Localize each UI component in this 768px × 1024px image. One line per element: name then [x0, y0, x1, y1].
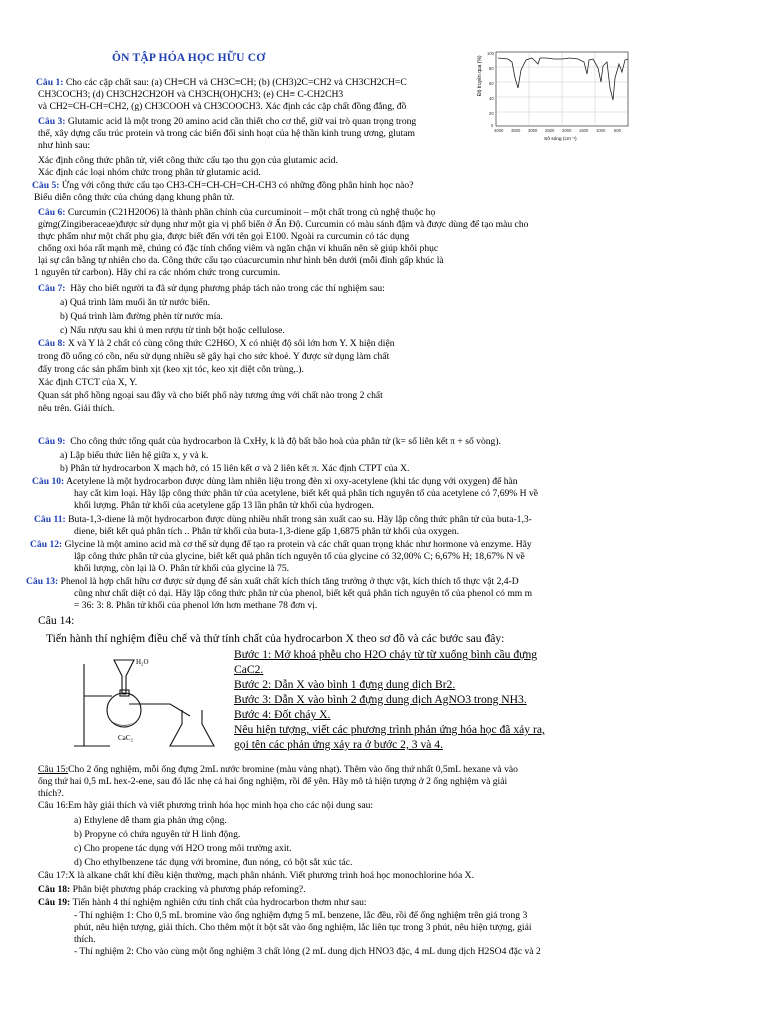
ir-xtick: 1000	[596, 128, 606, 133]
q14-line-1: Tiến hành thí nghiệm điều chế và thử tính chất của hydrocarbon X theo sơ đồ và các bước sau đây:	[46, 632, 505, 645]
apparatus-drawing	[70, 650, 230, 750]
q6-line-2: gừng(Zingiberaceae)được sử dụng như một gia vị phổ biến ở Ấn Độ. Curcumin có màu sánh đậm và được dùng để tạo màu cho	[38, 219, 529, 230]
q13-label: Câu 13:	[26, 576, 59, 587]
q18-label: Câu 18:	[38, 884, 71, 895]
ir-xtick: 1500	[579, 128, 589, 133]
q6-line-6: 1 nguyên tử carbon). Hãy chỉ ra các nhóm chức trong curcumin.	[34, 267, 281, 278]
q6-line-5: lại sự cân bằng tự nhiên cho da. Công thức cấu tạo củacurcumin như hình bên dưới (mỗi đỉnh gấp khúc là	[38, 255, 444, 266]
q14-label: Câu 14:	[38, 614, 75, 627]
dropping-funnel	[114, 660, 134, 694]
ir-xtick: 4000	[494, 128, 504, 133]
ir-spectrum-curve	[498, 58, 628, 100]
q14-step-2: Bước 2: Dẫn X vào bình 1 đựng dung dịch Br2.	[234, 678, 456, 691]
q7-option-a: a) Quá trình làm muối ăn từ nước biển.	[60, 297, 211, 308]
q9-option-a: a) Lập biểu thức liên hệ giữa x, y và k.	[60, 450, 209, 461]
q16-option-c: c) Cho propene tác dụng với H2O trong môi trường axit.	[74, 843, 292, 854]
q19-exp1-line-2: phút, nêu hiện tượng, giải thích. Cho thêm một ít bột sắt vào ống nghiệm, lắc liên tục trong 3 phút, nêu hiện tượng, giải	[74, 922, 532, 933]
q3-line-3: như hình sau:	[38, 140, 91, 151]
q16-line-1: Câu 16:Em hãy giải thích và viết phương trình hóa học minh họa cho các nội dung sau:	[38, 800, 374, 811]
q17-line-1: Câu 17:X là alkane chất khí điều kiện thường, mạch phân nhánh. Viết phương trình hoá học monochlorine hóa X.	[38, 870, 474, 881]
q1-line-1: Câu 1: Cho các cặp chất sau: (a) CH≡CH và CH3C≡CH; (b) (CH3)2C=CH2 và CH3CH2CH=C	[36, 77, 407, 88]
q7-option-c: c) Nấu rượu sau khi ủ men rượu từ tinh bột hoặc cellulose.	[60, 325, 285, 336]
q8-label: Câu 8:	[38, 338, 66, 349]
q16-option-d: d) Cho ethylbenzene tác dụng với bromine, đun nóng, có bột sắt xúc tác.	[74, 857, 353, 868]
q9-option-b: b) Phân tử hydrocarbon X mạch hở, có 15 liên kết σ và 2 liên kết π. Xác định CTPT của X.	[60, 463, 410, 474]
q8-line-6: nêu trên. Giải thích.	[38, 403, 115, 414]
q16-option-b: b) Propyne có chứa nguyên tử H linh động.	[74, 829, 241, 840]
cac2-solid	[110, 720, 138, 726]
q3-line-5: Xác định các loại nhóm chức trong phân tử glutamic acid.	[38, 167, 261, 178]
q14-step-3: Bước 3: Dẫn X vào bình 2 đựng dung dịch AgNO3 trong NH3.	[234, 693, 527, 706]
q12-line-1: Câu 12: Glycine là một amino acid mà cơ thể sử dụng để tạo ra protein và các chất quan trọng khác như hormone và enzyme. Hãy	[30, 539, 532, 550]
q13-line-1: Câu 13: Phenol là hợp chất hữu cơ được sử dụng để sản xuất chất kích thích tăng trưởng ở thực vật, kích thích tố thực vật 2,4-D	[26, 576, 519, 587]
round-bottom-flask	[107, 693, 141, 727]
q15-line-2: ống thứ hai 0,5 mL hex-2-ene, sau đó lắc nhẹ cả hai ống nghiệm, rồi để yên. Hãy mô tả hiện tượng ở 2 ống nghiệm và giải	[38, 776, 508, 787]
q19-exp1-line-3: thích.	[74, 934, 96, 945]
ir-ytick: 0	[491, 123, 494, 128]
q6-line-1: Câu 6: Curcumin (C21H20O6) là thành phần chính của curcuminoit – một chất trong củ nghệ thuộc họ	[38, 207, 436, 218]
q17-label: Câu 17:	[38, 870, 69, 881]
q15-line-1: Câu 15:Cho 2 ống nghiệm, mỗi ống đựng 2mL nước bromine (màu vàng nhạt). Thêm vào ống thứ nhất 0,5mL hexane và vào	[38, 764, 518, 775]
q7-option-b: b) Quá trình làm đường phèn từ nước mía.	[60, 311, 223, 322]
conical-flask	[170, 710, 214, 746]
q8-line-3: đẩy trong các sản phẩm bình xịt (keo xịt tóc, keo xịt diệt côn trùng,.).	[38, 364, 304, 375]
acetylene-apparatus-figure	[70, 650, 230, 750]
q7-line-1: Câu 7: Hãy cho biết người ta đã sử dụng phương pháp tách nào trong các thí nghiệm sau:	[38, 283, 385, 294]
q16-label: Câu 16:	[38, 800, 69, 811]
ir-xtick: 3500	[511, 128, 521, 133]
q14-step-5: Nêu hiện tượng, viết các phương trình phản ứng hóa học đã xảy ra,	[234, 723, 545, 736]
q16-option-a: a) Ethylene dễ tham gia phản ứng cộng.	[74, 815, 227, 826]
q12-line-3: khối lượng, còn lại là O. Phân tử khối của glycine là 75.	[74, 563, 290, 574]
q10-line-3: khối lượng. Phân tử khối của acetylene gấp 13 lần phân tử khối của hydrogen.	[74, 500, 374, 511]
q13-line-3: = 36: 3: 8. Phân tử khối của phenol lớn hơn methane 78 đơn vị.	[74, 600, 318, 611]
q5-label: Câu 5:	[32, 180, 60, 191]
q6-line-3: thực phẩm như một chất phụ gia, được biết đến với tên gọi E100. Ngoài ra curcumin có tác dụng	[38, 231, 410, 242]
q5-line-1: Câu 5: Ứng với công thức cấu tạo CH3-CH=CH-CH=CH-CH3 có những đồng phân hình học nào?	[32, 180, 414, 191]
q9-label: Câu 9:	[38, 436, 66, 447]
h2o-label: H₂O	[136, 658, 149, 666]
q10-line-1: Câu 10: Acetylene là một hydrocarbon được dùng làm nhiên liệu trong đèn xì oxy-acetylene (khi tác dụng với oxygen) để hàn	[32, 476, 518, 487]
q12-line-2: lập công thức phân tử của glycine, biết kết quả phân tích nguyên tố của glycine có 32,00% C; 6,67% H; 18,67% N về	[74, 551, 525, 562]
q7-label: Câu 7:	[38, 283, 66, 294]
q14-step-1: Bước 1: Mở khoá phễu cho H2O chảy từ từ xuống bình cầu đựng	[234, 648, 538, 661]
q13-line-2: cũng như chất diệt cỏ dại. Hãy lập công thức phân tử của phenol, biết kết quả phân tích nguyên tố của phenol có mm m	[74, 588, 533, 599]
ir-spectrum-plot	[474, 48, 764, 148]
q10-label: Câu 10:	[32, 476, 65, 487]
delivery-tube	[129, 704, 190, 716]
ir-xtick: 500	[614, 128, 621, 133]
ir-ytick: 60	[489, 81, 494, 86]
q14-step-1b: CaC2.	[234, 663, 264, 676]
ir-xtick: 2500	[545, 128, 555, 133]
q11-label: Câu 11:	[34, 514, 66, 525]
q19-exp1-line-1: - Thí nghiệm 1: Cho 0,5 mL bromine vào ống nghiệm đựng 5 mL benzene, lắc đều, rồi để ống nghiệm trên giá trong 3	[74, 910, 528, 921]
cac2-label: CaC₂	[118, 734, 133, 742]
q1-line-3: và CH2=CH-CH=CH2, (g) CH3COOH và CH3COOCH3. Xác định các cặp chất đồng đẳng, đồ	[38, 101, 407, 112]
ir-spectrum-figure	[474, 48, 764, 148]
q3-label: Câu 3:	[38, 116, 66, 127]
q9-line-1: Câu 9: Cho công thức tổng quát của hydrocarbon là CxHy, k là độ bất bão hoà của phân tử (k= số liên kết π + số vòng).	[38, 436, 501, 447]
q18-line-1: Câu 18: Phân biệt phương pháp cracking và phương pháp refoming?.	[38, 884, 306, 895]
ir-ylabel: Độ truyền qua (%)	[477, 55, 483, 96]
ir-ytick: 80	[489, 66, 494, 71]
q8-line-1: Câu 8: X và Y là 2 chất có cùng công thức C2H6O, X có nhiệt độ sôi lớn hơn Y. X hiện diện	[38, 338, 395, 349]
q1-line-2: CH3COCH3; (d) CH3CH2CH2OH và CH3CH(OH)CH3; (e) CH≡ C-CH2CH3	[38, 89, 344, 100]
q3-line-2: thể, xây dựng cấu trúc protein và trong các biến đổi sinh hoạt của hệ thần kinh trung ương, glutam	[38, 128, 416, 139]
q19-line-1: Câu 19: Tiến hành 4 thí nghiệm nghiên cứu tính chất của hydrocarbon thơm như sau:	[38, 897, 367, 908]
q11-line-1: Câu 11: Buta-1,3-diene là một hydrocarbon được dùng nhiều nhất trong sản xuất cao su. Hãy lập công thức phân tử của buta-1,3-	[34, 514, 532, 525]
ir-ytick: 100	[487, 51, 494, 56]
q15-label: Câu 15:	[38, 764, 69, 775]
q10-line-2: hay cắt kim loại. Hãy lập công thức phân tử của acetylene, biết kết quả phân tích nguyên tố của acetylene có 7,69% H về	[74, 488, 539, 499]
q3-line-1: Câu 3: Glutamic acid là một trong 20 amino acid cần thiết cho cơ thể, giữ vai trò quan trọng trong	[38, 116, 417, 127]
ir-ytick: 40	[489, 96, 494, 101]
q3-line-4: Xác định công thức phân tử, viết công thức cấu tạo thu gọn của glutamic acid.	[38, 155, 338, 166]
page-title: ÔN TẬP HÓA HỌC HỮU CƠ	[112, 52, 266, 64]
q15-line-3: thích?.	[38, 788, 64, 799]
q8-line-4: Xác định CTCT của X, Y.	[38, 377, 138, 388]
ir-ytick: 20	[489, 111, 494, 116]
q1-label: Câu 1:	[36, 77, 64, 88]
q11-line-2: diene, biết kết quả phân tích .. Phân tử khối của buta-1,3-diene gấp 1,6875 phân tử khối của oxygen.	[74, 526, 459, 537]
q19-label: Câu 19:	[38, 897, 71, 908]
q14-step-4: Bước 4: Đốt cháy X.	[234, 708, 331, 721]
q5-line-2: Biểu diễn công thức của chúng dạng khung phân tử.	[34, 192, 235, 203]
q8-line-5: Quan sát phổ hồng ngoại sau đây và cho biết phổ này tương ứng với chất nào trong 2 chất	[38, 390, 383, 401]
ir-xlabel: Số sóng (cm⁻¹)	[544, 137, 577, 142]
q19-exp2-line-1: - Thí nghiệm 2: Cho vào cùng một ống nghiệm 3 chất lỏng (2 mL dung dịch HNO3 đặc, 4 mL dung dịch H2SO4 đặc và 2	[74, 946, 541, 957]
q12-label: Câu 12:	[30, 539, 63, 550]
q6-label: Câu 6:	[38, 207, 66, 218]
q6-line-4: chống oxi hóa rất mạnh mẽ, chúng có đặc tính chống viêm và ngăn chặn vi khuẩn nên sẽ giúp khôi phục	[38, 243, 439, 254]
ir-xtick: 3000	[528, 128, 538, 133]
ir-xtick: 2000	[562, 128, 572, 133]
q14-step-6: gọi tên các phản ứng xảy ra ở bước 2, 3 và 4.	[234, 738, 443, 751]
q8-line-2: trong đồ uống có cồn, nếu sử dụng nhiều sẽ gây hại cho sức khoẻ. Y được sử dụng làm chất	[38, 351, 390, 362]
